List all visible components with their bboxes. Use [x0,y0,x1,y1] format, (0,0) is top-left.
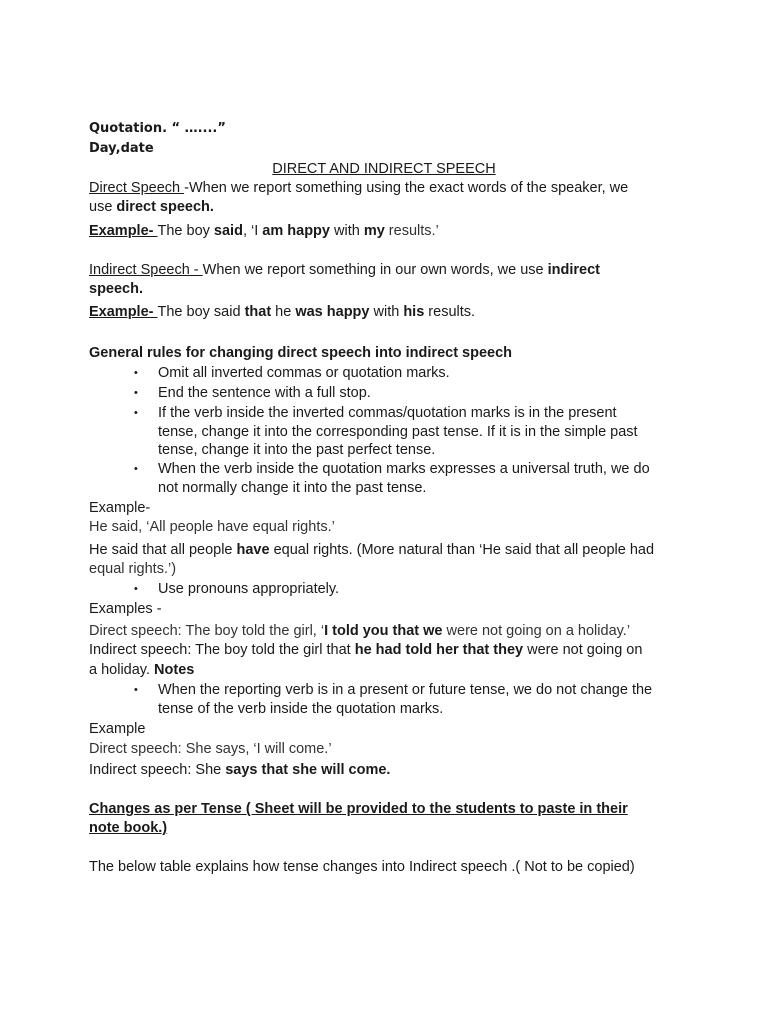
quotation-label: Quotation. “ …....” [89,121,226,136]
bullet-icon: • [134,583,138,595]
table-note: The below table explains how tense changes into Indirect speech .( Not to be copied) [89,859,635,875]
indirect-speech-definition: Indirect Speech - When we report something in our own words, we use indirect [89,262,600,278]
bullet-icon: • [134,407,138,419]
rule-item: Omit all inverted commas or quotation marks. [158,365,450,381]
changes-heading-cont: note book.) [89,820,168,836]
indirect-speech-definition-cont: speech. [89,281,143,297]
indirect-speech-example-cont: a holiday. Notes [89,662,195,678]
direct-speech-definition-cont: use direct speech. [89,199,214,215]
bullet-icon: • [134,463,138,475]
bullet-icon: • [134,367,138,379]
direct-speech-example-sentence: Direct speech: The boy told the girl, ‘I told you that we were not going on a holiday.’ [89,623,631,639]
rule-item: If the verb inside the inverted commas/quotation marks is in the present [158,405,617,421]
example-label: Example- [89,223,158,239]
direct-speech-definition: Direct Speech -When we report something using the exact words of the speaker, we [89,180,629,196]
rule-item-cont: tense, change it into the past perfect tense. [158,442,436,458]
rule-item: End the sentence with a full stop. [158,385,371,401]
direct-speech-term: Direct Speech [89,180,185,196]
indirect-speech-example-sentence: Indirect speech: The boy told the girl that he had told her that they were not going on [89,642,643,658]
rule-item: When the reporting verb is in a present or future tense, we do not change the [158,682,653,698]
example-sentence: He said that all people have equal rights. (More natural than ‘He said that all people had [89,542,655,558]
example-label: Example- [89,304,158,320]
bullet-icon: • [134,684,138,696]
day-date-label: Day,date [89,141,154,156]
indirect-speech-example: Example- The boy said that he was happy with his results. [89,304,476,320]
rule-item: When the verb inside the quotation marks expresses a universal truth, we do [158,461,650,477]
direct-speech-example-sentence: Direct speech: She says, ‘I will come.’ [89,741,332,757]
example-sentence-cont: equal rights.’) [89,561,177,577]
example-label: Example [89,721,146,737]
indirect-speech-example-sentence: Indirect speech: She says that she will come. [89,762,391,778]
rule-item-cont: not normally change it into the past tense. [158,480,427,496]
bullet-icon: • [134,387,138,399]
rules-heading: General rules for changing direct speech into indirect speech [89,345,513,361]
notes-label: Notes [154,662,195,678]
example-label: Example- [89,500,151,516]
changes-heading: Changes as per Tense ( Sheet will be provided to the students to paste in their [89,801,628,817]
rule-item: Use pronouns appropriately. [158,581,340,597]
rule-item-cont: tense of the verb inside the quotation marks. [158,701,444,717]
example-sentence: He said, ‘All people have equal rights.’ [89,519,335,535]
examples-label: Examples - [89,601,162,617]
page-title: DIRECT AND INDIRECT SPEECH [272,161,496,177]
direct-speech-example: Example- The boy said, ‘I am happy with my results.’ [89,223,439,239]
rule-item-cont: tense, change it into the corresponding past tense. If it is in the simple past [158,424,638,440]
indirect-speech-term: Indirect Speech - [89,262,203,278]
